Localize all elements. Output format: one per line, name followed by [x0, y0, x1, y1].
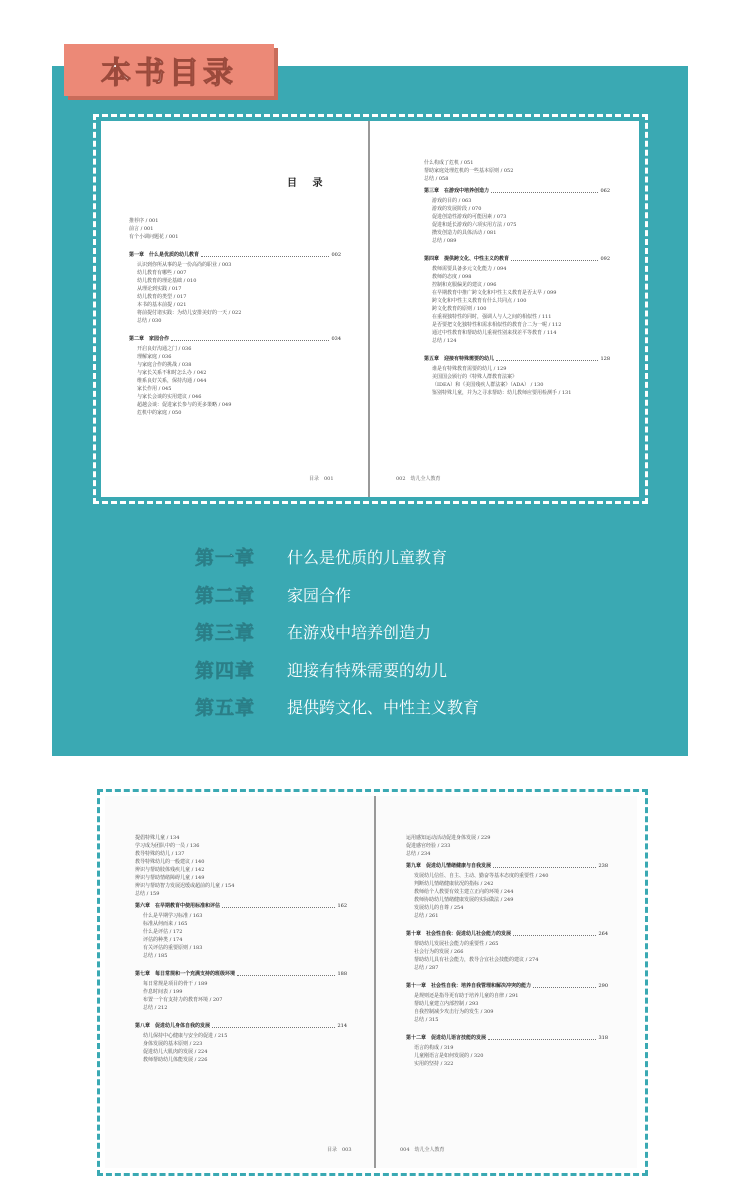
toc-item: （IDEA）和《美国残疾人群法案》（ADA） / 130	[432, 382, 544, 388]
toc-item: 幼儿教育的类型 / 017	[137, 294, 187, 300]
toc-item: 总结 / 261	[414, 913, 439, 919]
chapter-heading	[406, 862, 608, 870]
toc-item: 幼儿保持中心健康与安全的促进 / 215	[143, 1033, 228, 1039]
toc-entries	[406, 834, 608, 1074]
toc-item: 发展幼儿的自尊 / 254	[414, 905, 464, 911]
toc-item: 理解家庭 / 036	[137, 354, 172, 360]
chapter-page-number: 188	[337, 971, 347, 977]
toc-item: 判断幼儿情绪健康状况的指标 / 242	[414, 881, 494, 887]
toc-item: 学习成为团队中的一员 / 136	[135, 843, 200, 849]
toc-item: 帮助家庭处理危机的一些基本原则 / 052	[424, 168, 514, 174]
toc-item: 幼儿教育的理论基础 / 010	[137, 278, 197, 284]
chapter-page-number: 034	[331, 336, 341, 342]
spacer	[406, 1024, 608, 1030]
spacer	[135, 1064, 347, 1070]
toc-item: 身体发展的基本原则 / 223	[143, 1041, 203, 1047]
spacer	[424, 345, 610, 351]
chapter-page-number: 290	[598, 983, 608, 989]
toc-item: 维系良好关系，保持沟通 / 044	[137, 378, 207, 384]
toc-spread-2	[105, 796, 637, 1168]
chapter-row	[195, 688, 479, 726]
chapter-name: 家园合作	[287, 585, 352, 605]
page-folio: 目录 001	[309, 476, 334, 482]
chapter-page-number: 002	[331, 252, 341, 258]
toc-item: 认识到你所从事的是一份高尚的职业 / 003	[137, 262, 232, 268]
toc-item: 教师帮助幼儿体能发展 / 226	[143, 1057, 208, 1063]
toc-entries	[135, 834, 347, 1070]
leader-dots	[496, 360, 598, 361]
chapter-heading	[135, 902, 347, 910]
section-title: 本书目录	[101, 56, 237, 91]
leader-dots	[513, 935, 596, 936]
chapter-heading	[406, 930, 608, 938]
toc-item: 将前提付诸实践：为幼儿安排美好的一天 / 022	[137, 310, 242, 316]
toc-item: 总结 / 315	[414, 1017, 439, 1023]
chapter-number: 第一章	[195, 547, 256, 570]
toc-page-003	[105, 796, 374, 1168]
chapter-label: 第三章 在游戏中培养创造力	[424, 188, 490, 194]
toc-item: 开启良好沟通之门 / 036	[137, 346, 192, 352]
chapter-name: 迎接有特殊需要的幼儿	[287, 660, 448, 680]
chapter-heading	[135, 970, 347, 978]
toc-item: 教师给个人教要有效主建立正向的环境 / 244	[414, 889, 514, 895]
toc-item: 与家庭合作的挑战 / 038	[137, 362, 192, 368]
leader-dots	[201, 256, 329, 257]
chapter-number: 第四章	[195, 659, 256, 682]
chapter-page-number: 062	[600, 188, 610, 194]
spacer	[424, 397, 610, 403]
toc-item: 通过中性教育和帮助幼儿重视性别来找差平等教育 / 114	[432, 330, 557, 336]
toc-item: 总结 / 124	[432, 338, 457, 344]
toc-item: 游戏的目的 / 063	[432, 198, 472, 204]
chapter-heading	[406, 982, 608, 990]
chapter-heading	[129, 335, 341, 343]
title-tab	[64, 44, 274, 96]
toc-item: 推荐序 / 001	[129, 218, 159, 224]
leader-dots	[488, 1039, 596, 1040]
toc-item: 攒发创造力的具体活动 / 081	[432, 230, 497, 236]
chapter-label: 第十二章 促进幼儿语言技能的发展	[406, 1035, 487, 1041]
toc-item: 是否要把文化独特性和需求相似性的教育合二为一呢 / 112	[432, 322, 562, 328]
toc-item: 有关评估的重要原则 / 183	[143, 945, 203, 951]
spacer	[129, 241, 341, 247]
toc-item: 标准从何而来 / 165	[143, 921, 188, 927]
toc-item: 什么构成了危机 / 051	[424, 160, 474, 166]
toc-item: 从理论到实践 / 017	[137, 286, 182, 292]
spacer	[129, 417, 341, 423]
leader-dots	[237, 975, 335, 976]
toc-item: 教师的态度 / 098	[432, 274, 472, 280]
toc-item: 鉴别特殊儿童，并为之寻求帮助：幼儿教师应要用检测手 / 131	[432, 390, 572, 396]
toc-item: 每日常规是项目的骨干 / 189	[143, 981, 208, 987]
toc-item: 促进创造性游戏的可能因素 / 073	[432, 214, 507, 220]
toc-item: 前言 / 001	[129, 226, 154, 232]
toc-item: 促进和延长游戏的六项实用方法 / 075	[432, 222, 517, 228]
leader-dots	[222, 907, 335, 908]
toc-page-002	[370, 121, 639, 497]
toc-item: 在重视独特性的同时，强调人与人之间的相似性 / 111	[432, 314, 552, 320]
toc-item: 总结 / 159	[135, 891, 160, 897]
toc-item: 家长作用 / 045	[137, 386, 172, 392]
spacer	[135, 1012, 347, 1018]
chapter-name: 在游戏中培养创造力	[287, 623, 432, 643]
chapter-heading	[424, 187, 610, 195]
toc-item: 有个小调问题花 / 001	[129, 234, 179, 240]
toc-item: 超越会谈：促进家长参与的更多策略 / 049	[137, 402, 232, 408]
chapter-page-number: 318	[598, 1035, 608, 1041]
toc-entries	[424, 159, 610, 403]
toc-item: 作息时间表 / 199	[143, 989, 183, 995]
chapter-number: 第二章	[195, 584, 256, 607]
toc-item: 提倡特殊儿童 / 134	[135, 835, 180, 841]
spacer	[135, 960, 347, 966]
toc-item: 跨文化和中性主义教育有什么共同点 / 100	[432, 298, 527, 304]
chapter-name: 什么是优质的儿童教育	[287, 548, 448, 568]
page-folio: 004 幼儿全人教育	[400, 1147, 445, 1153]
toc-item: 儿童刚语言是如何发展的 / 320	[414, 1053, 484, 1059]
chapter-heading	[406, 1034, 608, 1042]
toc-item: 教导特殊的幼儿 / 137	[135, 851, 185, 857]
leader-dots	[493, 867, 596, 868]
toc-item: 总结 / 058	[424, 176, 449, 182]
spacer	[129, 325, 341, 331]
chapter-heading	[424, 255, 610, 263]
leader-dots	[491, 192, 598, 193]
toc-item: 谁是有特殊教育需要的幼儿 / 129	[432, 366, 507, 372]
chapter-page-number: 214	[337, 1023, 347, 1029]
page-folio: 002 幼儿全人教育	[396, 476, 441, 482]
chapter-page-number: 162	[337, 903, 347, 909]
chapter-row	[195, 576, 479, 614]
chapter-list	[195, 538, 479, 726]
toc-item: 什么是早期学习标准 / 163	[143, 913, 203, 919]
chapter-row	[195, 613, 479, 651]
toc-page-001	[101, 121, 368, 497]
toc-item: 总结 / 234	[406, 851, 431, 857]
toc-item: 危机中的家庭 / 050	[137, 410, 182, 416]
chapter-page-number: 092	[600, 256, 610, 262]
chapter-heading	[424, 355, 610, 363]
toc-item: 评估的种类 / 174	[143, 937, 183, 943]
toc-item: 发展幼儿信任、自主、主动、勤奋等基本态度的重要性 / 240	[414, 873, 549, 879]
chapter-name: 提供跨文化、中性主义教育	[287, 698, 480, 718]
toc-item: 总结 / 212	[143, 1005, 168, 1011]
chapter-label: 第一章 什么是优质的幼儿教育	[129, 252, 200, 258]
chapter-label: 第十一章 社会性自我：培养自我管理和解决冲突的能力	[406, 983, 532, 989]
toc-item: 社会行为的发展 / 266	[414, 949, 464, 955]
toc-item: 总结 / 185	[143, 953, 168, 959]
toc-item: 美国国会颁行的《特殊人群教育法案》	[432, 374, 518, 380]
toc-item: 辨识与帮助智力发展迟缓或超前的儿童 / 154	[135, 883, 235, 889]
toc-item: 游戏的发展阶段 / 070	[432, 206, 482, 212]
chapter-label: 第六章 在早期教育中使用标准和评估	[135, 903, 221, 909]
chapter-label: 第五章 迎接有特殊需要的幼儿	[424, 356, 495, 362]
toc-item: 自我控制减少攻击行为的发生 / 309	[414, 1009, 494, 1015]
toc-item: 什么是评估 / 172	[143, 929, 183, 935]
toc-item: 总结 / 089	[432, 238, 457, 244]
chapter-heading	[135, 1022, 347, 1030]
chapter-label: 第十章 社会性自我：促进幼儿社会能力的发展	[406, 931, 512, 937]
toc-spread-1	[101, 121, 639, 497]
toc-item: 是规则还是指导更有助于培养儿童的自律 / 291	[414, 993, 519, 999]
toc-item: 总结 / 287	[414, 965, 439, 971]
chapter-number: 第三章	[195, 622, 256, 645]
chapter-heading	[129, 251, 341, 259]
chapter-row	[195, 538, 479, 576]
leader-dots	[511, 260, 598, 261]
leader-dots	[212, 1027, 335, 1028]
spacer	[406, 920, 608, 926]
toc-item: 实用的坚持 / 322	[414, 1061, 454, 1067]
toc-item: 语言的构成 / 319	[414, 1045, 454, 1051]
chapter-number: 第五章	[195, 697, 256, 720]
toc-item: 教导特殊幼儿的一般建议 / 140	[135, 859, 205, 865]
spacer	[424, 245, 610, 251]
toc-heading: 目 录	[287, 178, 329, 189]
toc-item: 与家长关系不和时怎么办 / 042	[137, 370, 207, 376]
toc-item: 总结 / 030	[137, 318, 162, 324]
leader-dots	[533, 987, 596, 988]
spacer	[406, 972, 608, 978]
chapter-page-number: 264	[598, 931, 608, 937]
leader-dots	[171, 340, 329, 341]
toc-item: 与家长会谈的实用建议 / 046	[137, 394, 202, 400]
chapter-label: 第七章 每日常规和一个充满支持的班级环境	[135, 971, 236, 977]
chapter-label: 第二章 家园合作	[129, 336, 170, 342]
toc-item: 教师需要具备多元文化能力 / 094	[432, 266, 507, 272]
chapter-label: 第四章 提供跨文化、中性主义的教育	[424, 256, 510, 262]
toc-item: 幼儿教育有哪些 / 007	[137, 270, 187, 276]
toc-item: 教师协助幼儿情绪健康发展的实际做法 / 249	[414, 897, 514, 903]
toc-item: 在早期教育中推广跨文化和中性主义教育是否太早 / 099	[432, 290, 557, 296]
toc-item: 控制和克服偏见的建议 / 096	[432, 282, 497, 288]
toc-page-004	[376, 796, 637, 1168]
toc-item: 帮助幼儿发展社会能力的重要性 / 265	[414, 941, 499, 947]
toc-item: 本书的基本前提 / 021	[137, 302, 187, 308]
toc-item: 帮助幼儿具有社会能力，教导合宜社会技能的建议 / 274	[414, 957, 539, 963]
chapter-label: 第八章 促进幼儿身体自我的发展	[135, 1023, 211, 1029]
spacer	[406, 1068, 608, 1074]
toc-item: 辨识与帮助情绪障碍儿童 / 149	[135, 875, 205, 881]
toc-item: 布置一个有支持力的教育环境 / 207	[143, 997, 223, 1003]
toc-entries	[129, 217, 341, 423]
chapter-page-number: 128	[600, 356, 610, 362]
chapter-label: 第九章 促进幼儿情绪健康与自我发展	[406, 863, 492, 869]
page-folio: 目录 003	[327, 1147, 352, 1153]
toc-item: 运用感知运动活动促进身体发展 / 229	[406, 835, 491, 841]
toc-item: 促进幼儿大肌肉的发展 / 224	[143, 1049, 208, 1055]
toc-item: 辨识与帮助肢体残疾儿童 / 142	[135, 867, 205, 873]
toc-item: 跨文化教育的原则 / 100	[432, 306, 487, 312]
toc-item: 促进感官经验 / 233	[406, 843, 451, 849]
chapter-page-number: 238	[598, 863, 608, 869]
chapter-row	[195, 651, 479, 689]
toc-item: 帮助儿童建立内部控制 / 293	[414, 1001, 479, 1007]
